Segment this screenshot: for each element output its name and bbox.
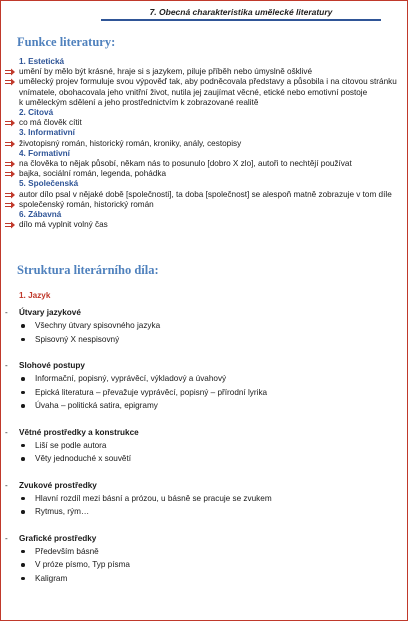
function-line-text: společenský román, historický román [19,199,154,209]
bullet-dot-icon [21,550,25,554]
function-title: 1. Estetická [19,57,65,66]
group-heading [1,533,409,545]
function-line [19,220,399,230]
function-title: 3. Informativní [19,128,75,138]
function-line-text: umění by mělo být krásné, hraje si s jazykem, piluje příběh nebo úmyslně ošklivé [19,67,313,77]
function-line-text: k uměleckým sdělení a jeho prostřednictvím k zobrazované realitě [19,97,259,107]
bullet-item [1,399,409,413]
function-line [19,77,399,87]
bullet-item-text: V próze písmo, Typ písma [35,560,130,569]
function-title: 6. Zábavná [19,210,62,220]
red-arrow-icon [4,139,16,149]
bullet-item-text: Spisovný X nespisovný [35,334,120,344]
dash-bullet-icon: - [5,533,8,543]
function-line [19,200,399,210]
group-heading [1,480,409,492]
red-arrow-icon [4,118,16,128]
function-title: 5. Společenská [19,179,79,189]
section-heading-structure: Struktura literárního díla: [17,263,159,277]
red-arrow-icon [4,169,16,179]
group-heading-text: Útvary jazykové [19,308,81,317]
bullet-item-text: Věty jednoduché x souvětí [35,454,132,463]
red-arrow-icon [4,67,16,77]
structure-group [1,427,409,466]
function-line [19,118,399,128]
bullet-item [1,558,409,572]
bullet-item [1,333,409,347]
bullet-item-text: Liší se podle autora [35,440,107,450]
structure-group [1,533,409,586]
group-heading-text: Větné prostředky a konstrukce [19,427,139,437]
page-header-title: 7. Obecná charakteristika umělecké literatury [149,7,333,17]
bullet-item [1,505,409,519]
function-title: 2. Citová [19,108,54,118]
bullet-item-text: Hlavní rozdíl mezi básní a prózou, u básně se pracuje se zvukem [35,493,272,503]
bullet-item-text: Úvaha – politická satira, epigramy [35,401,158,410]
function-line [19,67,399,77]
bullet-item [1,386,409,400]
red-arrow-icon [4,77,16,87]
bullet-dot-icon [21,377,25,381]
function-line-text: životopisný román, historický román, kroniky, anály, cestopisy [19,138,242,148]
bullet-item [1,572,409,586]
function-line-text: co má člověk cítit [19,118,82,128]
function-line-text: vnímatele, obohacovala jeho vnitřní život, nutila jej zaujímat věcné, etické nebo emotivní postoje [19,87,368,97]
header-rule [101,19,381,21]
group-heading-text: Slohové postupy [19,361,85,370]
bullet-item [1,372,409,386]
function-line [19,169,399,179]
bullet-item [1,492,409,506]
bullet-dot-icon [21,391,25,395]
group-heading-text: Zvukové prostředky [19,480,97,490]
function-line-text: dílo má vyplnit volný čas [19,220,108,230]
function-line [19,139,399,149]
function-title: 4. Formativní [19,148,70,158]
bullet-dot-icon [21,577,25,581]
subheading-language: 1. Jazyk [19,291,51,300]
bullet-dot-icon [21,338,25,342]
bullet-item-text: Informační, popisný, vyprávěcí, výkladový a úvahový [35,374,227,383]
bullet-item-text: Všechny útvary spisovného jazyka [35,321,161,330]
bullet-item-text: Kaligram [35,573,68,583]
group-heading [1,360,409,372]
function-line [19,98,399,108]
bullet-item [1,452,409,466]
structure-groups [1,307,409,599]
functions-list [19,57,399,230]
group-heading [1,307,409,319]
function-line-text: bajka, sociální román, legenda, pohádka [19,169,167,179]
dash-bullet-icon: - [5,427,8,437]
bullet-dot-icon [21,563,25,567]
bullet-dot-icon [21,324,25,328]
red-arrow-icon [4,220,16,230]
dash-bullet-icon: - [5,480,8,490]
bullet-item-text: Epická literatura – převažuje vyprávěcí, popisný – přírodní lyrika [35,387,268,397]
dash-bullet-icon: - [5,308,8,317]
function-line-text: autor dílo psal v nějaké době [společnosti], ta doba [společnost] se alespoň matně zobrazuje v tom díle [19,189,392,199]
function-line-text: umělecký projev formuluje svou výpověď tak, aby podněcovala představy a působila i na citovou stránku [19,77,397,87]
section-heading-functions: Funkce literatury: [17,35,116,49]
bullet-item [1,319,409,333]
bullet-dot-icon [21,510,25,514]
structure-group [1,307,409,346]
bullet-dot-icon [21,404,25,408]
function-line-text: na člověka to nějak působí, někam nás to posunulo [dobro X zlo], autoři to nechtějí používat [19,159,352,169]
structure-group [1,360,409,413]
bullet-item [1,545,409,559]
red-arrow-icon [4,159,16,169]
bullet-dot-icon [21,457,25,461]
group-heading [1,427,409,439]
bullet-item-text: Především básně [35,546,99,556]
bullet-dot-icon [21,497,25,501]
red-arrow-icon [4,200,16,210]
function-line [19,159,399,169]
structure-group [1,480,409,519]
function-line [19,88,399,98]
red-arrow-icon [4,190,16,200]
function-line [19,190,399,200]
bullet-item-text: Rytmus, rým… [35,507,90,516]
bullet-item [1,439,409,453]
group-heading-text: Grafické prostředky [19,533,97,543]
bullet-dot-icon [21,444,25,448]
dash-bullet-icon: - [5,361,8,370]
